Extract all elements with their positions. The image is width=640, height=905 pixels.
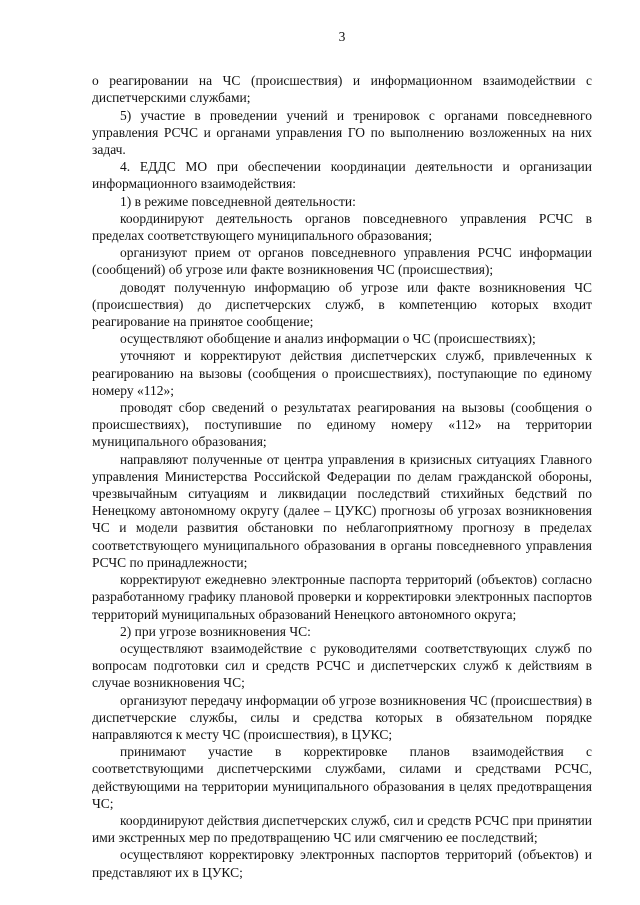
paragraph: 4. ЕДДС МО при обеспечении координации деятельности и организации информационного взаимодействия: (92, 159, 592, 192)
paragraph: осуществляют взаимодействие с руководителями соответствующих служб по вопросам подготовки сил и средств РСЧС и диспетчерских служб к действиям в случае возникновения ЧС; (92, 640, 592, 691)
paragraph: 5) участие в проведении учений и тренировок с органами повседневного управления РСЧС и органами управления ГО по выполнению возложенных на них задач. (92, 107, 592, 158)
paragraph: направляют полученные от центра управления в кризисных ситуациях Главного управления Министерства Российской Федерации по делам гражданской обороны, чрезвычайным ситуациям и ликвидации последствий стихийных бедствий по Ненецкому автономному округу (далее – ЦУКС) прогнозы об угрозах возникновения ЧС и модели развития обстановки по неблагоприятному прогнозу в пределах соответствующего муниципального образования в органы повседневного управления РСЧС по принадлежности; (92, 451, 592, 570)
paragraph: организуют прием от органов повседневного управления РСЧС информации (сообщений) об угрозе или факте возникновения ЧС (происшествия); (92, 245, 592, 278)
page-number: 3 (338, 29, 346, 44)
paragraph: организуют передачу информации об угрозе возникновения ЧС (происшествия) в диспетчерские службы, силы и средства которых в обязательном порядке направляются к месту ЧС (происшествия), в ЦУКС; (92, 692, 592, 742)
paragraph: координируют деятельность органов повседневного управления РСЧС в пределах соответствующего муниципального образования; (92, 210, 592, 244)
paragraph: корректируют ежедневно электронные паспорта территорий (объектов) согласно разработанному графику плановой проверки и корректировки электронных паспортов территорий муниципальных образований Ненецкого автономного округа; (92, 572, 592, 622)
paragraph: координируют действия диспетчерских служб, сил и средств РСЧС при принятии ими экстренных мер по предотвращению ЧС или смягчению ее последствий; (92, 812, 592, 846)
paragraph: о реагировании на ЧС (происшествия) и информационном взаимодействии с диспетчерскими службами; (92, 73, 592, 106)
paragraph: доводят полученную информацию об угрозе или факте возникновения ЧС (происшествия) до диспетчерских служб, в компетенцию которых входит реагирование на принятое сообщение; (92, 279, 592, 330)
paragraph: принимают участие в корректировке планов взаимодействия с соответствующими диспетчерскими службами, силами и средствами РСЧС, действующими на территории муниципального образования в целях предотвращения ЧС; (92, 744, 592, 811)
paragraph: уточняют и корректируют действия диспетчерских служб, привлеченных к реагированию на вызовы (сообщения о происшествиях), поступающие по единому номеру «112»; (92, 348, 592, 398)
paragraph: 2) при угрозе возникновения ЧС: (120, 623, 311, 639)
document-body (92, 72, 592, 881)
paragraph: осуществляют обобщение и анализ информации о ЧС (происшествиях); (120, 331, 536, 347)
paragraph: 1) в режиме повседневной деятельности: (120, 193, 356, 209)
paragraph: осуществляют корректировку электронных паспортов территорий (объектов) и представляют их в ЦУКС; (92, 847, 592, 880)
paragraph: проводят сбор сведений о результатах реагирования на вызовы (сообщения о происшествиях), поступившие по единому номеру «112» на территории муниципального образования; (92, 400, 592, 450)
